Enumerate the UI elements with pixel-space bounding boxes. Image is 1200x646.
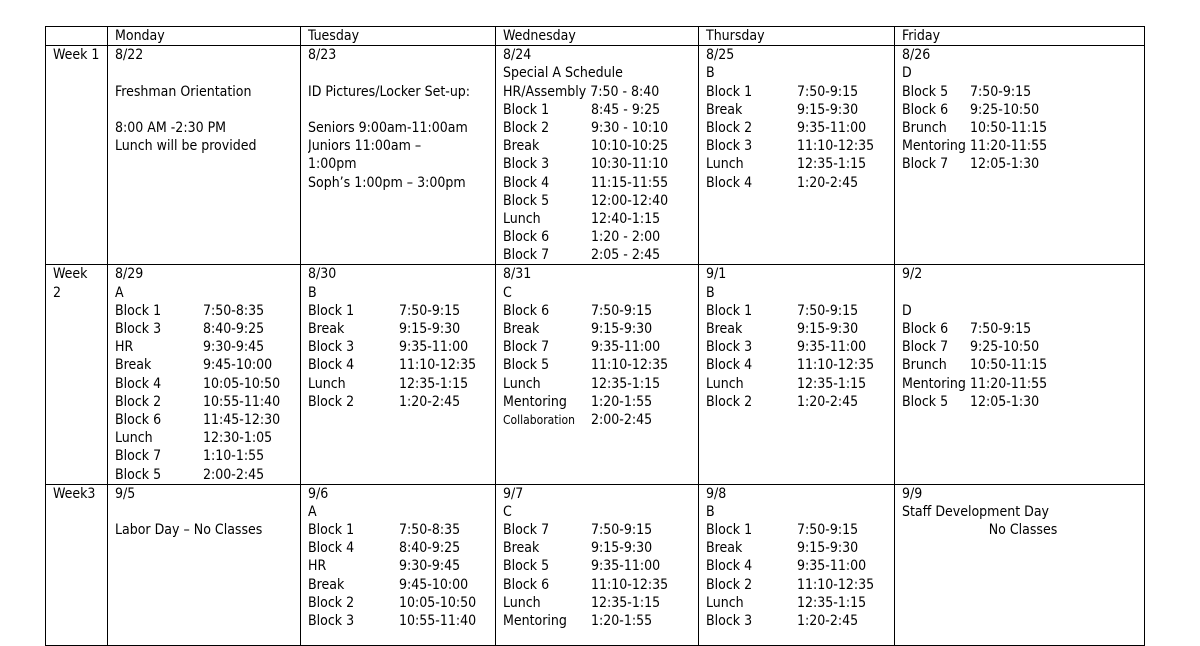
- week-label: [46, 46, 108, 265]
- schedule-row: [706, 557, 894, 575]
- cell-text: B: [706, 65, 715, 82]
- cell-text: A: [308, 503, 317, 520]
- week-label-line: 2: [53, 284, 62, 301]
- week-row: [46, 265, 1145, 484]
- period-name: Block 5: [115, 466, 162, 483]
- period-time: 9:15-9:30: [797, 101, 859, 118]
- date-label: 9/2: [902, 266, 923, 283]
- period-time: 11:10-12:35: [797, 357, 875, 374]
- schedule-row: [706, 338, 894, 356]
- schedule-row: [503, 210, 698, 228]
- period-time: 8:40-9:25: [399, 540, 461, 557]
- header-row: [46, 27, 1145, 46]
- period-name: Block 4: [115, 375, 162, 392]
- cell-text: 1:00pm: [308, 156, 357, 173]
- period-time: 12:30-1:05: [203, 430, 273, 447]
- period-name: Lunch: [503, 210, 541, 227]
- period-time: 7:50-8:35: [399, 522, 461, 539]
- schedule-row: [706, 83, 894, 101]
- schedule-row: [503, 302, 698, 320]
- period-time: 9:15-9:30: [591, 321, 653, 338]
- date-label: 8/24: [503, 47, 532, 64]
- cell-text: Labor Day – No Classes: [115, 522, 263, 539]
- schedule-row: [503, 393, 698, 411]
- period-time: 12:35-1:15: [797, 594, 867, 611]
- period-name: Break: [115, 357, 152, 374]
- schedule-row: [308, 612, 495, 630]
- period-name: HR: [308, 558, 327, 575]
- date-label: 9/8: [706, 485, 727, 502]
- period-time: 10:50-11:15: [970, 119, 1048, 136]
- period-name: Brunch: [902, 119, 947, 136]
- cell-text: Seniors 9:00am-11:00am: [308, 119, 468, 136]
- cell-text: B: [706, 503, 715, 520]
- period-name: Break: [308, 576, 345, 593]
- period-name: Block 2: [706, 393, 753, 410]
- cell-text: C: [503, 284, 512, 301]
- header-thursday: Thursday: [699, 27, 895, 46]
- period-name: Block 5: [503, 357, 550, 374]
- day-cell-tuesday: [301, 265, 496, 484]
- schedule-row: [503, 101, 698, 119]
- week-row: [46, 46, 1145, 265]
- spacer: [115, 64, 300, 82]
- schedule-row: [115, 466, 300, 484]
- period-time: 11:15-11:55: [591, 174, 669, 191]
- period-time: 9:30 - 10:10: [591, 119, 669, 136]
- period-name: Block 2: [115, 393, 162, 410]
- period-name: Lunch: [308, 375, 346, 392]
- period-time: 7:50 - 8:40: [590, 83, 660, 100]
- date-label: 9/5: [115, 485, 136, 502]
- schedule-row: [115, 356, 300, 374]
- schedule-row: [308, 320, 495, 338]
- schedule-row: [706, 155, 894, 173]
- period-time: 12:00-12:40: [591, 192, 669, 209]
- period-name: Block 6: [902, 101, 949, 118]
- schedule-row: [503, 320, 698, 338]
- period-time: 1:20-2:45: [399, 393, 461, 410]
- cell-text: Lunch will be provided: [115, 138, 257, 155]
- cell-text: 8:00 AM -2:30 PM: [115, 119, 227, 136]
- period-time: 10:05-10:50: [203, 375, 281, 392]
- period-time: 10:50-11:15: [970, 357, 1048, 374]
- schedule-row: [503, 155, 698, 173]
- period-name: Block 2: [706, 119, 753, 136]
- period-time: 1:20-2:45: [797, 174, 859, 191]
- date-label: 9/1: [706, 266, 727, 283]
- spacer: [308, 101, 495, 119]
- period-time: 9:35-11:00: [591, 558, 661, 575]
- period-name: Block 2: [503, 119, 550, 136]
- period-time: 9:30-9:45: [203, 339, 265, 356]
- period-name: Break: [503, 540, 540, 557]
- period-name: Block 4: [706, 357, 753, 374]
- schedule-row: [902, 155, 1144, 173]
- day-cell-friday: [895, 484, 1145, 645]
- period-time: 8:40-9:25: [203, 321, 265, 338]
- period-time: 7:50-9:15: [970, 83, 1032, 100]
- period-name: Block 3: [503, 156, 550, 173]
- period-time: 1:20 - 2:00: [591, 229, 661, 246]
- schedule-row: [503, 83, 698, 101]
- header-wednesday: Wednesday: [496, 27, 699, 46]
- day-cell-monday: [108, 484, 301, 645]
- period-time: 11:10-12:35: [591, 576, 669, 593]
- cell-text: Staff Development Day: [902, 503, 1049, 520]
- cell-text: D: [902, 302, 912, 319]
- schedule-row: [706, 137, 894, 155]
- date-label: 8/22: [115, 47, 144, 64]
- schedule-row: [706, 375, 894, 393]
- period-name: Brunch: [902, 357, 947, 374]
- period-time: 9:35-11:00: [591, 339, 661, 356]
- schedule-row: [706, 594, 894, 612]
- period-time: 1:20-1:55: [591, 613, 653, 630]
- period-time: 1:20-1:55: [591, 393, 653, 410]
- period-name: Block 7: [503, 247, 550, 264]
- schedule-row: [308, 594, 495, 612]
- schedule-row: [503, 338, 698, 356]
- schedule-row: [115, 302, 300, 320]
- period-name: Lunch: [503, 594, 541, 611]
- schedule-row: [308, 393, 495, 411]
- schedule-row: [503, 576, 698, 594]
- period-time: 9:15-9:30: [591, 540, 653, 557]
- period-name: Break: [706, 540, 743, 557]
- period-time: 12:35-1:15: [399, 375, 469, 392]
- day-cell-monday: [108, 265, 301, 484]
- date-label: 9/9: [902, 485, 923, 502]
- period-name: Block 2: [308, 393, 355, 410]
- date-label: 8/26: [902, 47, 931, 64]
- day-cell-thursday: [699, 46, 895, 265]
- period-name: Break: [706, 321, 743, 338]
- period-time: 9:35-11:00: [797, 339, 867, 356]
- schedule-row: [115, 429, 300, 447]
- schedule-row: [902, 101, 1144, 119]
- day-cell-thursday: [699, 484, 895, 645]
- schedule-row: [902, 119, 1144, 137]
- day-cell-wednesday: [496, 484, 699, 645]
- week-label-line: Week3: [53, 485, 96, 502]
- period-time: 7:50-9:15: [399, 302, 461, 319]
- day-cell-tuesday: [301, 484, 496, 645]
- period-time: 9:15-9:30: [399, 321, 461, 338]
- day-cell-monday: [108, 46, 301, 265]
- schedule-row: [706, 521, 894, 539]
- schedule-row: [706, 302, 894, 320]
- schedule-row: [308, 356, 495, 374]
- period-time: 2:00-2:45: [591, 411, 653, 428]
- cell-text: Juniors 11:00am –: [308, 138, 422, 155]
- period-name: Block 7: [902, 339, 949, 356]
- cell-text: ID Pictures/Locker Set-up:: [308, 83, 471, 100]
- header-monday: Monday: [108, 27, 301, 46]
- date-label: 9/6: [308, 485, 329, 502]
- week-label-line: Week 1: [53, 47, 100, 64]
- day-cell-wednesday: [496, 46, 699, 265]
- header-tuesday: Tuesday: [301, 27, 496, 46]
- schedule-row: [308, 521, 495, 539]
- period-name: Block 6: [115, 411, 162, 428]
- schedule-row: [902, 356, 1144, 374]
- period-time: 7:50-8:35: [203, 302, 265, 319]
- cell-text: Special A Schedule: [503, 65, 623, 82]
- schedule-row: [503, 539, 698, 557]
- date-label: 8/29: [115, 266, 144, 283]
- period-time: 12:35-1:15: [591, 594, 661, 611]
- period-name: HR/Assembly: [503, 83, 587, 100]
- period-name: Block 1: [115, 302, 162, 319]
- period-time: 9:25-10:50: [970, 339, 1040, 356]
- period-time: 12:35-1:15: [797, 156, 867, 173]
- period-name: Lunch: [706, 594, 744, 611]
- period-name: Block 7: [503, 522, 550, 539]
- period-time: 7:50-9:15: [797, 522, 859, 539]
- period-name: Block 1: [503, 101, 550, 118]
- period-name: Lunch: [706, 375, 744, 392]
- schedule-row: [503, 119, 698, 137]
- schedule-row: [503, 375, 698, 393]
- period-time: 11:10-12:35: [797, 138, 875, 155]
- date-label: 8/23: [308, 47, 337, 64]
- schedule-row: [902, 338, 1144, 356]
- period-name: Block 4: [706, 558, 753, 575]
- schedule-row: [902, 320, 1144, 338]
- schedule-row: [706, 119, 894, 137]
- period-time: 7:50-9:15: [591, 522, 653, 539]
- schedule-row: [503, 246, 698, 264]
- period-time: 7:50-9:15: [970, 321, 1032, 338]
- schedule-row: [308, 576, 495, 594]
- period-name: Lunch: [115, 430, 153, 447]
- period-name: Lunch: [503, 375, 541, 392]
- period-name: Lunch: [706, 156, 744, 173]
- cell-text: B: [706, 284, 715, 301]
- period-name: Block 5: [503, 558, 550, 575]
- period-name: Block 4: [308, 540, 355, 557]
- schedule-row: [503, 557, 698, 575]
- period-time: 10:05-10:50: [399, 594, 477, 611]
- period-time: 1:20-2:45: [797, 613, 859, 630]
- period-time: 9:45-10:00: [203, 357, 273, 374]
- period-name: Block 7: [115, 448, 162, 465]
- schedule-row: [706, 393, 894, 411]
- schedule-row: [503, 521, 698, 539]
- period-name: Block 3: [706, 339, 753, 356]
- period-name: Mentoring: [503, 393, 567, 410]
- period-name: Block 3: [308, 613, 355, 630]
- period-name: Break: [503, 138, 540, 155]
- period-time: 2:05 - 2:45: [591, 247, 661, 264]
- period-name: Block 2: [308, 594, 355, 611]
- period-time: 1:20-2:45: [797, 393, 859, 410]
- period-name: Block 1: [706, 522, 753, 539]
- spacer: [115, 503, 300, 521]
- schedule-row: [308, 539, 495, 557]
- period-time: 11:20-11:55: [970, 375, 1048, 392]
- schedule-row: [902, 393, 1144, 411]
- period-time: 7:50-9:15: [591, 302, 653, 319]
- period-name: Block 4: [503, 174, 550, 191]
- period-time: 10:10-10:25: [591, 138, 669, 155]
- period-time: 9:25-10:50: [970, 101, 1040, 118]
- date-label: 8/30: [308, 266, 337, 283]
- period-time: 12:35-1:15: [591, 375, 661, 392]
- period-name: Block 7: [902, 156, 949, 173]
- week-label: [46, 265, 108, 484]
- period-time: 9:35-11:00: [399, 339, 469, 356]
- schedule-row: [308, 375, 495, 393]
- period-time: 11:45-12:30: [203, 411, 281, 428]
- schedule-row: [115, 338, 300, 356]
- period-time: 9:15-9:30: [797, 540, 859, 557]
- period-time: 7:50-9:15: [797, 83, 859, 100]
- period-name: Block 3: [706, 613, 753, 630]
- period-name: Block 1: [706, 302, 753, 319]
- period-time: 9:35-11:00: [797, 558, 867, 575]
- period-time: 11:10-12:35: [399, 357, 477, 374]
- cell-text: A: [115, 284, 124, 301]
- spacer: [115, 101, 300, 119]
- cell-text: Soph’s 1:00pm – 3:00pm: [308, 174, 466, 191]
- period-name: Block 1: [308, 522, 355, 539]
- period-time: 9:15-9:30: [797, 321, 859, 338]
- schedule-row: [308, 302, 495, 320]
- week-label-line: Week: [53, 266, 88, 283]
- period-name: Block 3: [706, 138, 753, 155]
- period-name: Block 1: [706, 83, 753, 100]
- schedule-row: [706, 174, 894, 192]
- period-name: Collaboration: [503, 412, 575, 427]
- day-cell-tuesday: [301, 46, 496, 265]
- date-label: 8/31: [503, 266, 532, 283]
- period-time: 9:30-9:45: [399, 558, 461, 575]
- schedule-row: [706, 320, 894, 338]
- period-name: Block 5: [503, 192, 550, 209]
- period-name: Break: [503, 321, 540, 338]
- period-time: 10:55-11:40: [399, 613, 477, 630]
- period-time: 8:45 - 9:25: [591, 101, 661, 118]
- day-cell-wednesday: [496, 265, 699, 484]
- cell-text: No Classes: [988, 522, 1058, 539]
- schedule-row: [115, 393, 300, 411]
- day-cell-friday: [895, 265, 1145, 484]
- schedule-table: [45, 26, 1145, 646]
- schedule-row: [115, 375, 300, 393]
- period-name: Block 5: [902, 83, 949, 100]
- schedule-row: [503, 137, 698, 155]
- period-time: 11:10-12:35: [797, 576, 875, 593]
- cell-text: B: [308, 284, 317, 301]
- week-label: [46, 484, 108, 645]
- schedule-row: [308, 557, 495, 575]
- period-name: Block 5: [902, 393, 949, 410]
- period-name: Block 4: [706, 174, 753, 191]
- date-label: 9/7: [503, 485, 524, 502]
- period-name: Block 2: [706, 576, 753, 593]
- day-cell-thursday: [699, 265, 895, 484]
- schedule-row: [706, 576, 894, 594]
- period-name: Break: [706, 101, 743, 118]
- period-time: 9:45-10:00: [399, 576, 469, 593]
- period-time: 12:40-1:15: [591, 210, 661, 227]
- period-name: Mentoring: [902, 375, 966, 392]
- period-name: Block 6: [503, 576, 550, 593]
- period-name: Block 3: [308, 339, 355, 356]
- period-name: Mentoring: [902, 138, 966, 155]
- period-name: Mentoring: [503, 613, 567, 630]
- period-name: Block 6: [503, 302, 550, 319]
- period-time: 11:20-11:55: [970, 138, 1048, 155]
- schedule-row: [706, 612, 894, 630]
- period-time: 7:50-9:15: [797, 302, 859, 319]
- period-name: HR: [115, 339, 134, 356]
- schedule-row: [308, 338, 495, 356]
- period-name: Block 6: [503, 229, 550, 246]
- schedule-row: [503, 174, 698, 192]
- schedule-row: [115, 447, 300, 465]
- spacer: [308, 64, 495, 82]
- period-time: 10:30-11:10: [591, 156, 669, 173]
- period-name: Block 6: [902, 321, 949, 338]
- schedule-row: [503, 192, 698, 210]
- schedule-row: [503, 228, 698, 246]
- schedule-row: [115, 320, 300, 338]
- schedule-row: [902, 375, 1144, 393]
- schedule-row: [503, 594, 698, 612]
- schedule-row: [503, 356, 698, 374]
- period-time: 1:10-1:55: [203, 448, 265, 465]
- period-name: Break: [308, 321, 345, 338]
- schedule-row: [902, 83, 1144, 101]
- cell-text: Freshman Orientation: [115, 83, 252, 100]
- period-time: 2:00-2:45: [203, 466, 265, 483]
- period-time: 10:55-11:40: [203, 393, 281, 410]
- period-time: 12:05-1:30: [970, 393, 1040, 410]
- schedule-row: [503, 612, 698, 630]
- period-name: Block 1: [308, 302, 355, 319]
- cell-text: D: [902, 65, 912, 82]
- cell-text: C: [503, 503, 512, 520]
- spacer: [902, 284, 1144, 302]
- schedule-row: [503, 411, 698, 429]
- schedule-row: [902, 137, 1144, 155]
- period-time: 12:35-1:15: [797, 375, 867, 392]
- period-name: Block 7: [503, 339, 550, 356]
- schedule-row: [115, 411, 300, 429]
- schedule-row: [706, 101, 894, 119]
- day-cell-friday: [895, 46, 1145, 265]
- date-label: 8/25: [706, 47, 735, 64]
- period-time: 9:35-11:00: [797, 119, 867, 136]
- corner-cell: [46, 27, 108, 46]
- period-name: Block 4: [308, 357, 355, 374]
- period-time: 12:05-1:30: [970, 156, 1040, 173]
- week-row: [46, 484, 1145, 645]
- schedule-row: [706, 539, 894, 557]
- header-friday: Friday: [895, 27, 1145, 46]
- period-name: Block 3: [115, 321, 162, 338]
- schedule-row: [706, 356, 894, 374]
- period-time: 11:10-12:35: [591, 357, 669, 374]
